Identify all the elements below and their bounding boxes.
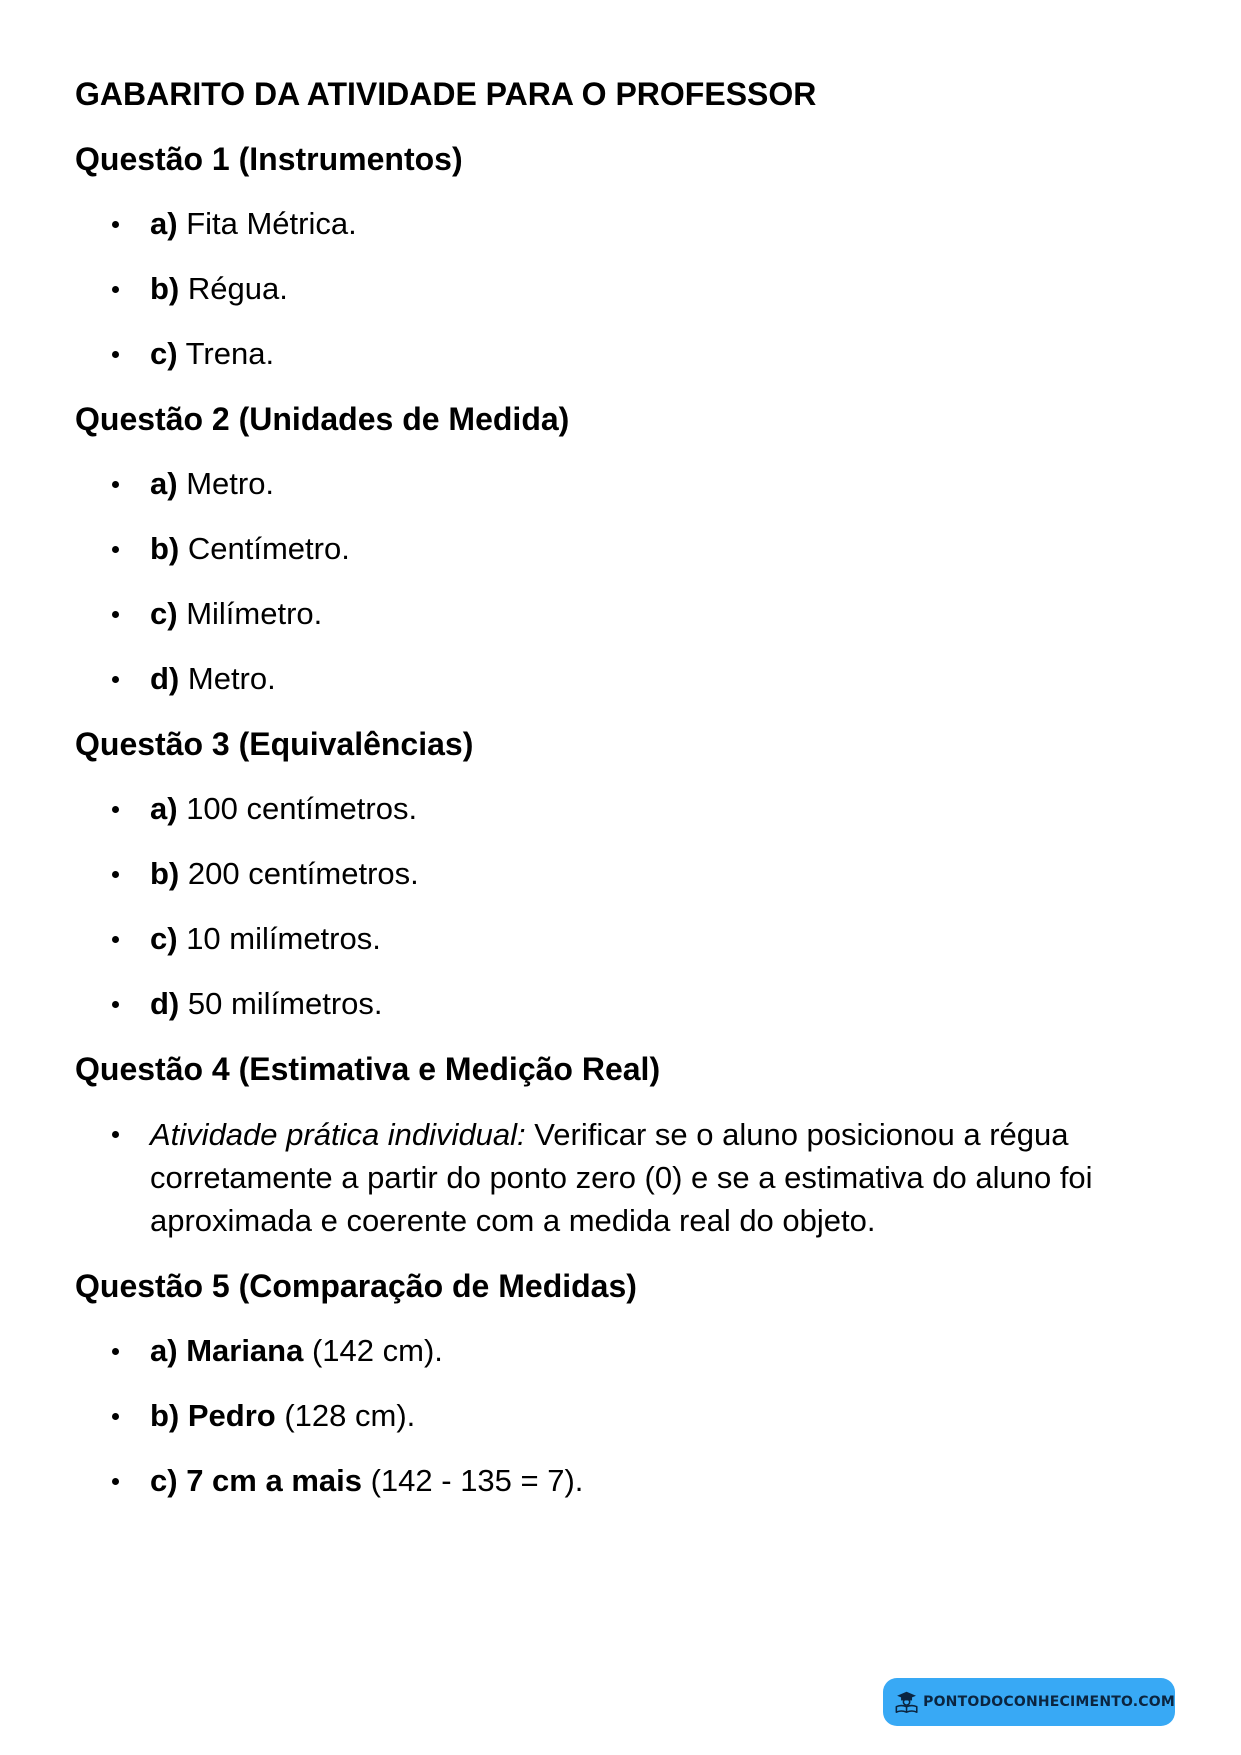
- bullet-icon: [112, 1478, 119, 1485]
- item-label: b): [150, 856, 180, 891]
- item-text: Centímetro.: [179, 531, 350, 566]
- bullet-icon: [112, 806, 119, 813]
- list-item: [75, 268, 1175, 310]
- list-item: [75, 1395, 1175, 1437]
- item-label: b): [150, 271, 180, 306]
- bullet-icon: [112, 676, 119, 683]
- item-label: c): [150, 921, 178, 956]
- item-text: Trena.: [177, 336, 275, 371]
- question-4-answers: [75, 1113, 1175, 1242]
- item-text: (128 cm).: [275, 1398, 416, 1433]
- bullet-icon: [112, 871, 119, 878]
- item-text: 100 centímetros.: [177, 791, 418, 826]
- list-item: [75, 528, 1175, 570]
- list-item: [75, 1330, 1175, 1372]
- question-4-heading: Questão 4 (Estimativa e Medição Real): [75, 1051, 661, 1087]
- item-label: c): [150, 596, 178, 631]
- item-label: a): [150, 206, 178, 241]
- item-bold-answer: 7 cm a mais: [177, 1463, 362, 1498]
- bullet-icon: [112, 286, 119, 293]
- item-label: d): [150, 986, 180, 1021]
- item-text: Régua.: [179, 271, 288, 306]
- item-bold-answer: Mariana: [177, 1333, 304, 1368]
- list-item: [75, 593, 1175, 635]
- item-bold-answer: Pedro: [179, 1398, 276, 1433]
- page-title: GABARITO DA ATIVIDADE PARA O PROFESSOR: [75, 76, 817, 112]
- site-badge-link[interactable]: [883, 1678, 1175, 1726]
- item-label: b): [150, 1398, 180, 1433]
- bullet-icon: [112, 936, 119, 943]
- question-5-answers: [75, 1330, 1175, 1502]
- list-item: [75, 918, 1175, 960]
- bullet-icon: [112, 481, 119, 488]
- list-item: [75, 203, 1175, 245]
- question-3-heading: Questão 3 (Equivalências): [75, 726, 474, 762]
- question-2-heading: Questão 2 (Unidades de Medida): [75, 401, 570, 437]
- item-label: a): [150, 466, 178, 501]
- item-text: 10 milímetros.: [177, 921, 381, 956]
- badge-text: PONTODOCONHECIMENTO.COM: [923, 1694, 1175, 1710]
- item-label: c): [150, 1463, 178, 1498]
- bullet-icon: [112, 546, 119, 553]
- list-item: [75, 853, 1175, 895]
- list-item: [75, 1460, 1175, 1502]
- list-item: [75, 983, 1175, 1025]
- item-label: b): [150, 531, 180, 566]
- list-item: [75, 658, 1175, 700]
- reading-person-icon: [894, 1687, 919, 1717]
- question-3-answers: [75, 788, 1175, 1025]
- bullet-icon: [112, 221, 119, 228]
- item-label: c): [150, 336, 178, 371]
- bullet-icon: [112, 1348, 119, 1355]
- item-label: a): [150, 791, 178, 826]
- bullet-icon: [112, 1131, 119, 1138]
- item-label: a): [150, 1333, 178, 1368]
- item-text: (142 cm).: [303, 1333, 443, 1368]
- item-text: Metro.: [177, 466, 275, 501]
- bullet-icon: [112, 351, 119, 358]
- item-text: (142 - 135 = 7).: [361, 1463, 584, 1498]
- item-text: 200 centímetros.: [179, 856, 419, 891]
- list-item: [75, 463, 1175, 505]
- list-item: [75, 1113, 1175, 1242]
- bullet-icon: [112, 1001, 119, 1008]
- item-label: d): [150, 661, 180, 696]
- question-2-answers: [75, 463, 1175, 700]
- list-item: [75, 333, 1175, 375]
- item-text: 50 milímetros.: [179, 986, 383, 1021]
- bullet-icon: [112, 1413, 119, 1420]
- item-text: Metro.: [179, 661, 276, 696]
- list-item: [75, 788, 1175, 830]
- answer-key-page: [75, 73, 1175, 1525]
- item-italic-lead: Atividade prática individual:: [150, 1117, 526, 1152]
- bullet-icon: [112, 611, 119, 618]
- item-text: Milímetro.: [177, 596, 323, 631]
- question-1-answers: [75, 203, 1175, 375]
- item-text: Verificar se o aluno posicionou a régua corretamente a partir do ponto zero (0) e se a estimativa do aluno foi aproximada e coerente com a medida real do objeto.: [150, 1117, 1093, 1238]
- question-5-heading: Questão 5 (Comparação de Medidas): [75, 1268, 637, 1304]
- question-1-heading: Questão 1 (Instrumentos): [75, 141, 463, 177]
- item-text: Fita Métrica.: [177, 206, 357, 241]
